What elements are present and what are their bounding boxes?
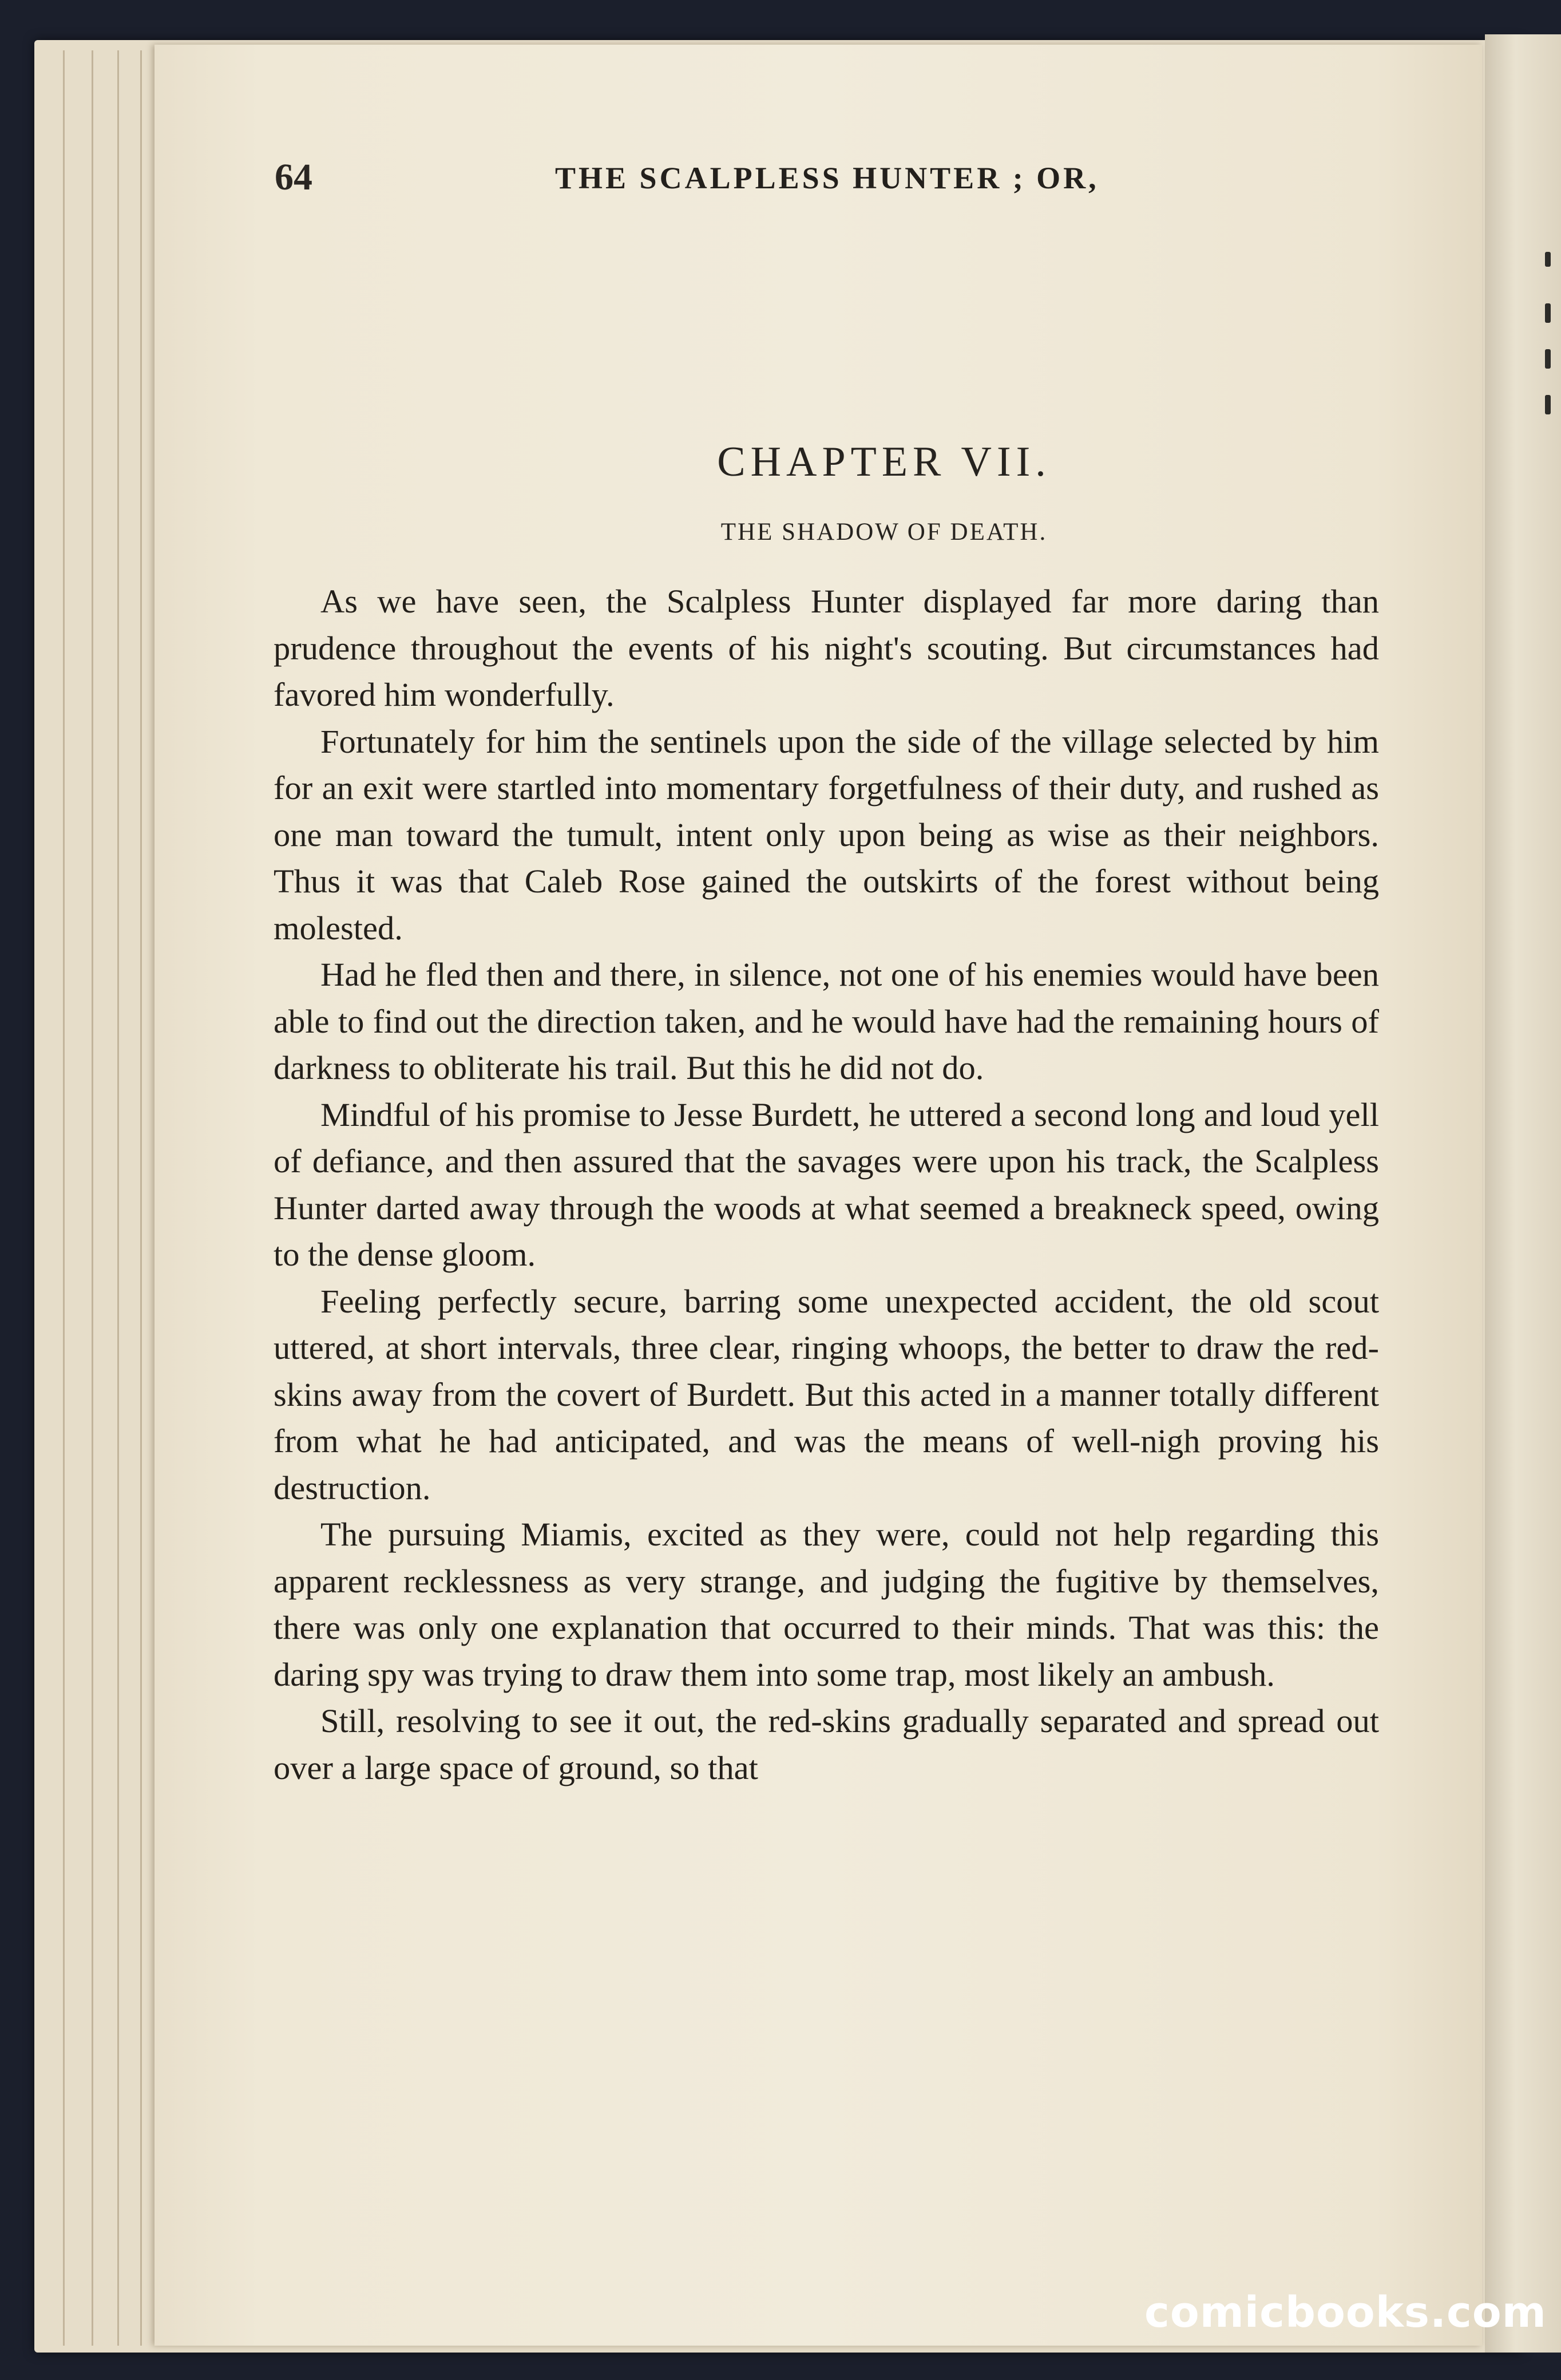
facing-page-ink-mark	[1545, 349, 1551, 369]
page-edge-line	[92, 50, 93, 2346]
chapter-title: CHAPTER VII.	[717, 438, 1051, 485]
chapter-subtitle: THE SHADOW OF DEATH.	[720, 519, 1048, 545]
page-number: 64	[275, 156, 312, 198]
site-watermark: comicbooks.com	[1144, 2288, 1547, 2337]
running-title: THE SCALPLESS HUNTER ; OR,	[555, 161, 1099, 195]
facing-page-sliver	[1485, 34, 1561, 2353]
paragraph: Feeling perfectly secure, barring some unexpected accident, the old scout uttered, at short intervals, three clear, ringing whoops, the better to draw the red-skins away from the covert of Burdett. But this acted in a manner totally different from what he had anticipated, and was the means of well-nigh proving his destruction.	[274, 1282, 1379, 1507]
facing-page-ink-mark	[1545, 252, 1551, 267]
paragraph: Had he fled then and there, in silence, not one of his enemies would have been able to find out the direction taken, and he would have had the remaining hours of darkness to obliterate his trail. But this he did not do.	[274, 956, 1379, 1086]
paragraph: Fortunately for him the sentinels upon the side of the village selected by him for an exit were startled into momentary forgetfulness of their duty, and rushed as one man toward the tumult, intent only upon being as wise as their neighbors. Thus it was that Caleb Rose gained the outskirts of the forest without being molested.	[274, 722, 1379, 947]
page-edge-line	[117, 50, 119, 2346]
paragraph: Still, resolving to see it out, the red-skins gradually separated and spread out over a large space of ground, so that	[274, 1702, 1379, 1786]
paragraph: As we have seen, the Scalpless Hunter displayed far more daring than prudence throughout the events of his night's scouting. But circumstances had favored him wonderfully.	[274, 583, 1379, 713]
paragraph: The pursuing Miamis, excited as they were, could not help regarding this apparent recklessness as very strange, and judging the fugitive by themselves, there was only one explanation that occurred to their minds. That was this: the daring spy was trying to draw them into some trap, most likely an ambush.	[274, 1516, 1379, 1693]
facing-page-ink-mark	[1545, 395, 1551, 414]
page-edge-line	[140, 50, 142, 2346]
chapter-body	[274, 578, 1379, 1791]
facing-page-ink-mark	[1545, 303, 1551, 323]
running-head	[275, 150, 1488, 201]
paragraph: Mindful of his promise to Jesse Burdett, he uttered a second long and loud yell of defiance, and then assured that the savages were upon his track, the Scalpless Hunter darted away through the woods at what seemed a breakneck speed, owing to the dense gloom.	[274, 1096, 1379, 1273]
page-edge-line	[63, 50, 65, 2346]
